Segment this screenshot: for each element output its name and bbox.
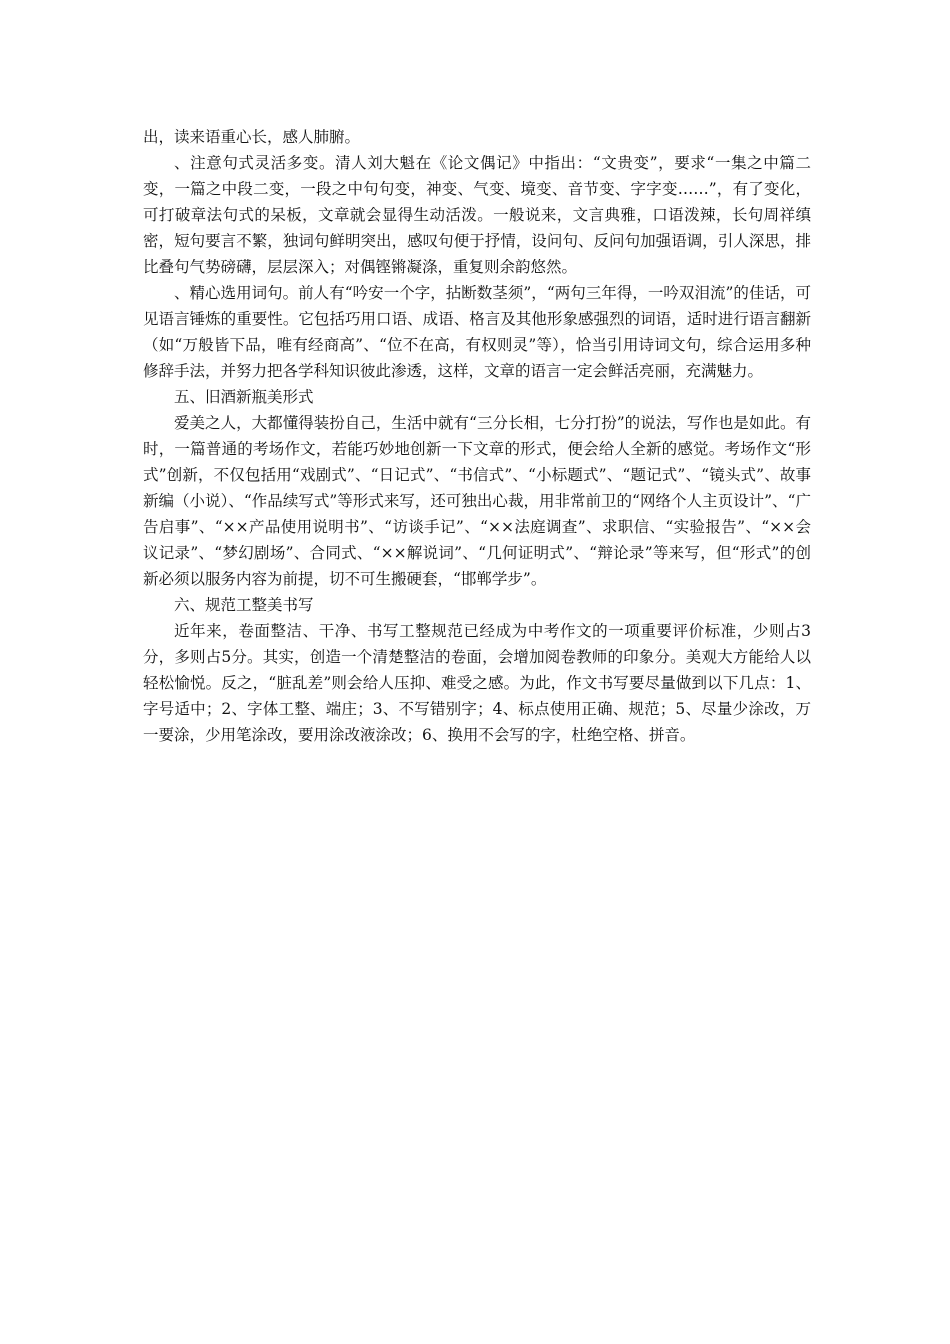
document-body (143, 124, 811, 748)
paragraph-word-choice: 、精心选用词句。前人有“吟安一个字，拈断数茎须”，“两句三年得，一吟双泪流”的佳话，可见语言锤炼的重要性。它包括巧用口语、成语、格言及其他形象感强烈的词语，适时进行语言翻新（如“万般皆下品，唯有经商高”、“位不在高，有权则灵”等），恰当引用诗词文句，综合运用多种修辞手法，并努力把各学科知识彼此渗透，这样，文章的语言一定会鲜活亮丽，充满魅力。 (143, 284, 811, 380)
paragraph-handwriting: 近年来，卷面整洁、干净、书写工整规范已经成为中考作文的一项重要评价标准，少则占3分，多则占5分。其实，创造一个清楚整洁的卷面，会增加阅卷教师的印象分。美观大方能给人以轻松愉悦。反之，“脏乱差”则会给人压抑、难受之感。为此，作文书写要尽量做到以下几点：1、字号适中；2、字体工整、端庄；3、不写错别字；4、标点使用正确、规范；5、尽量少涂改，万一要涂，少用笔涂改，要用涂改液涂改；6、换用不会写的字，杜绝空格、拼音。 (143, 622, 811, 744)
paragraph-sentence-variety: 、注意句式灵活多变。清人刘大魁在《论文偶记》中指出：“文贵变”，要求“一集之中篇二变，一篇之中段二变，一段之中句句变，神变、气变、境变、音节变、字字变……”，有了变化，可打破章法句式的呆板，文章就会显得生动活泼。一般说来，文言典雅，口语泼辣，长句周祥缜密，短句要言不繁，独词句鲜明突出，感叹句便于抒情，设问句、反问句加强语调，引人深思，排比叠句气势磅礴，层层深入；对偶铿锵凝涤，重复则余韵悠然。 (143, 154, 811, 276)
section-heading-handwriting: 六、规范工整美书写 (174, 596, 314, 614)
section-heading-form: 五、旧酒新瓶美形式 (174, 388, 314, 406)
paragraph-form-innovation: 爱美之人，大都懂得装扮自己，生活中就有“三分长相，七分打扮”的说法，写作也是如此。有时，一篇普通的考场作文，若能巧妙地创新一下文章的形式，便会给人全新的感觉。考场作文“形式”创新，不仅包括用“戏剧式”、“日记式”、“书信式”、“小标题式”、“题记式”、“镜头式”、故事新编（小说）、“作品续写式”等形式来写，还可独出心裁，用非常前卫的“网络个人主页设计”、“广告启事”、“××产品使用说明书”、“访谈手记”、“××法庭调查”、求职信、“实验报告”、“××会议记录”、“梦幻剧场”、合同式、“××解说词”、“几何证明式”、“辩论录”等来写，但“形式”的创新必须以服务内容为前提，切不可生搬硬套，“邯郸学步”。 (143, 414, 811, 588)
paragraph-continuation: 出，读来语重心长，感人肺腑。 (143, 128, 361, 146)
